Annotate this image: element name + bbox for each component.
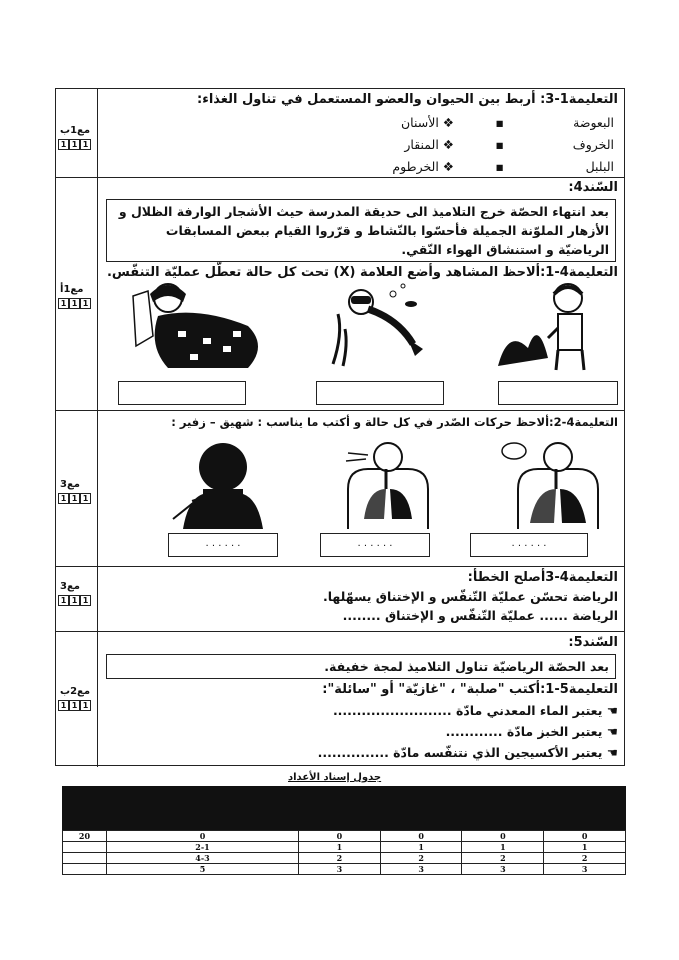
document-5-heading: السّند5: xyxy=(568,635,618,650)
table-cell: 0 xyxy=(380,831,462,842)
answer-box-2[interactable] xyxy=(316,381,444,405)
choking-child-icon xyxy=(488,278,608,376)
grading-table-header xyxy=(62,786,626,830)
table-cell: 3 xyxy=(380,864,462,875)
score-label: مع3 xyxy=(60,581,80,592)
tick-box[interactable]: 1 xyxy=(69,595,80,606)
diver-child-icon xyxy=(323,274,433,374)
bullet-dot[interactable]: ▪ xyxy=(495,159,504,174)
question-heading: التعليمة5-1:أكتب "صلبة" ، "غازيّة" أو "سائلة": xyxy=(322,682,618,697)
table-row xyxy=(63,842,626,853)
table-cell: 20 xyxy=(63,831,107,842)
question-4-2 xyxy=(56,411,624,567)
score-column xyxy=(56,632,98,767)
score-label: مع2ب xyxy=(60,686,91,697)
tick-box[interactable]: 1 xyxy=(58,139,69,150)
animal-3: البلبل xyxy=(585,159,614,174)
score-column xyxy=(56,89,98,177)
table-cell: 2-1 xyxy=(107,842,299,853)
table-cell: 3 xyxy=(544,864,626,875)
tick-box[interactable]: 1 xyxy=(58,298,69,309)
question-heading: التعليمة4-3أصلح الخطأ: xyxy=(467,570,618,585)
bullet-dot[interactable]: ▪ xyxy=(495,137,504,152)
grading-table xyxy=(62,830,626,875)
question-3-1 xyxy=(56,89,624,178)
table-cell: 5 xyxy=(107,864,299,875)
tick-box[interactable]: 1 xyxy=(69,700,80,711)
table-cell xyxy=(63,853,107,864)
respiratory-system-exhale-icon xyxy=(328,439,448,531)
question-5-1 xyxy=(56,632,624,767)
sleeping-child-icon xyxy=(128,276,278,374)
table-cell: 0 xyxy=(107,831,299,842)
tick-box[interactable]: 1 xyxy=(80,595,91,606)
table-cell xyxy=(63,864,107,875)
animal-2: الخروف xyxy=(572,137,614,152)
question-4-3 xyxy=(56,567,624,632)
document-5-text: بعد الحصّة الرياضيّة تناول التلاميذ لمجة خفيفة. xyxy=(106,654,616,679)
table-cell: 2 xyxy=(380,853,462,864)
score-column xyxy=(56,567,98,631)
table-cell: 0 xyxy=(462,831,544,842)
fill-item-text: يعتبر الماء المعدني مادّة ......................... xyxy=(332,703,603,718)
animal-1: البعوضة xyxy=(573,115,614,130)
tick-box[interactable]: 1 xyxy=(69,139,80,150)
question-heading: التعليمة4-1:ألاحظ المشاهد وأضع العلامة (X) تحت كل حالة تعطّل عمليّة التنفّس. xyxy=(106,265,618,280)
tick-box[interactable]: 1 xyxy=(80,139,91,150)
score-label: مع3 xyxy=(60,479,80,490)
child-breathing-icon xyxy=(168,439,278,531)
table-cell xyxy=(63,842,107,853)
organ-3[interactable]: ❖ الخرطوم xyxy=(392,159,454,174)
tick-box[interactable]: 1 xyxy=(69,298,80,309)
question-heading: التعليمة4-2:ألاحظ حركات الصّدر في كل حالة و أكتب ما يناسب : شهيق – زفير : xyxy=(171,415,618,429)
score-ticks xyxy=(58,298,91,309)
organ-2[interactable]: ❖ المنقار xyxy=(404,137,454,152)
tick-box[interactable]: 1 xyxy=(58,595,69,606)
tick-box[interactable]: 1 xyxy=(58,493,69,504)
tick-box[interactable]: 1 xyxy=(58,700,69,711)
answer-box-2[interactable]: . . . . . . xyxy=(320,533,430,557)
table-cell: 2 xyxy=(544,853,626,864)
organ-1[interactable]: ❖ الأسنان xyxy=(400,115,454,130)
table-cell: 2 xyxy=(299,853,381,864)
document-4-heading: السّند4: xyxy=(568,180,618,195)
tick-box[interactable]: 1 xyxy=(69,493,80,504)
answer-box-3[interactable] xyxy=(498,381,618,405)
fill-item-3[interactable]: ☚ يعتبر الأكسيجين الذي نتنفّسه مادّة ............... xyxy=(317,745,618,760)
respiratory-system-inhale-icon xyxy=(498,439,618,531)
score-ticks xyxy=(58,493,91,504)
fill-item-2[interactable]: ☚ يعتبر الخبز مادّة ............ xyxy=(445,724,618,739)
score-label: مع1أ xyxy=(60,284,84,295)
score-ticks xyxy=(58,595,91,606)
table-row xyxy=(63,831,626,842)
score-ticks xyxy=(58,139,91,150)
score-column xyxy=(56,411,98,566)
grading-table-title: جدول إسناد الأعداد xyxy=(288,772,382,783)
question-heading: التعليمة1-3: أربط بين الحيوان والعضو المستعمل في تناول الغذاء: xyxy=(197,92,618,107)
score-column xyxy=(56,178,98,410)
question-4-1 xyxy=(56,178,624,411)
answer-box-3[interactable]: . . . . . . xyxy=(470,533,588,557)
table-cell: 1 xyxy=(380,842,462,853)
fill-item-text: يعتبر الخبز مادّة ............ xyxy=(445,724,603,739)
fill-item-1[interactable]: ☚ يعتبر الماء المعدني مادّة ......................... xyxy=(332,703,618,718)
table-cell: 1 xyxy=(544,842,626,853)
answer-box-1[interactable]: . . . . . . xyxy=(168,533,278,557)
exam-sheet xyxy=(55,88,625,766)
document-4-text: بعد انتهاء الحصّة خرج التلاميذ الى حديقة المدرسة حيث الأشجار الوارفة الظلال و الأزهار الملوّنة الجميلة فأحسّوا بالنّشاط و قرّروا القيام ببعض المسابقات الرياضيّة و استنشاق الهواء النّقي. xyxy=(106,199,616,262)
tick-box[interactable]: 1 xyxy=(80,700,91,711)
table-row xyxy=(63,864,626,875)
table-row xyxy=(63,853,626,864)
table-cell: 2 xyxy=(462,853,544,864)
answer-box-1[interactable] xyxy=(118,381,246,405)
score-ticks xyxy=(58,700,91,711)
table-cell: 3 xyxy=(462,864,544,875)
table-cell: 1 xyxy=(462,842,544,853)
score-label: مع1ب xyxy=(60,125,91,136)
tick-box[interactable]: 1 xyxy=(80,298,91,309)
fill-item-text: يعتبر الأكسيجين الذي نتنفّسه مادّة ............... xyxy=(317,745,603,760)
bullet-dot[interactable]: ▪ xyxy=(495,115,504,130)
table-cell: 1 xyxy=(299,842,381,853)
table-cell: 0 xyxy=(544,831,626,842)
table-cell: 0 xyxy=(299,831,381,842)
table-cell: 3 xyxy=(299,864,381,875)
tick-box[interactable]: 1 xyxy=(80,493,91,504)
corrected-sentence[interactable]: الرياضة ...... عمليّة التّنفّس و الإختناق ........ xyxy=(342,608,618,623)
wrong-sentence: الرياضة تحسّن عمليّة التّنفّس و الإختناق يسهّلها. xyxy=(322,589,618,604)
table-cell: 4-3 xyxy=(107,853,299,864)
